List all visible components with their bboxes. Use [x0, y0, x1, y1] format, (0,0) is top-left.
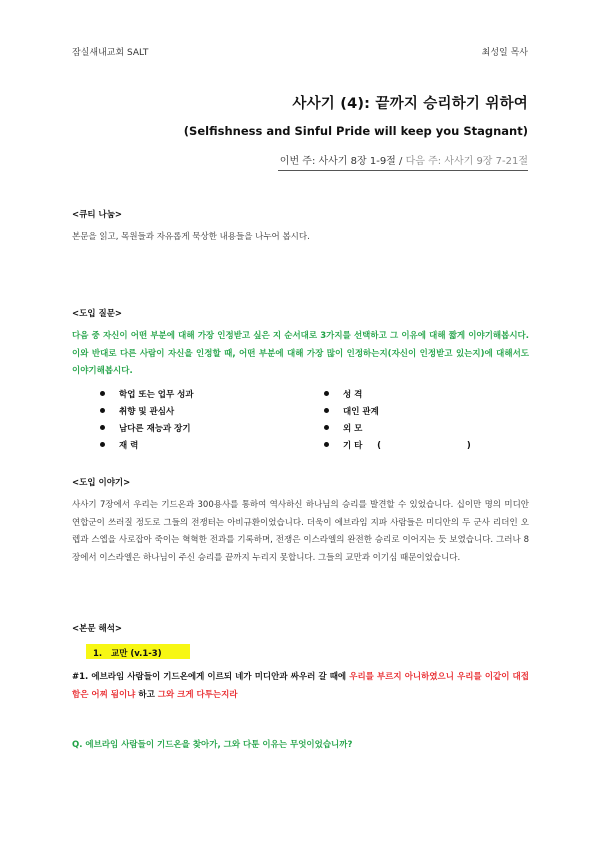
option-item	[324, 422, 471, 439]
option-label: 대인 관계	[343, 407, 379, 417]
point-title: 1. 교만 (v.1-3)	[93, 649, 162, 659]
next-week-passage: 다음 주: 사사기 9장 7-21절	[405, 156, 528, 167]
option-label: 취향 및 관심사	[119, 407, 175, 417]
bullet-icon	[100, 425, 105, 430]
bullet-icon	[100, 408, 105, 413]
option-item	[100, 422, 194, 439]
verse-text: 하고	[135, 690, 158, 700]
bullet-icon	[324, 391, 329, 396]
verse-highlight: 그와 크게 다투는지라	[157, 690, 238, 700]
intro-question-text: 다음 중 자신이 어떤 부분에 대해 가장 인정받고 싶은 지 순서대로 3가지를 선택하고 그 이유에 대해 짧게 이야기해봅시다. 이와 반대로 다른 사람이 자신을 인정할 때, 어떤 부분에 대해 가장 많이 인정하는지(자신이 인정받고 있는지)에 대해서도 이야기해봅시다.	[72, 331, 529, 376]
schedule-separator: /	[395, 156, 406, 167]
scripture-verse	[72, 668, 529, 704]
verse-text: #1. 에브라임 사람들이 기드온에게 이르되 네가 미디안과 싸우러 갈 때에	[72, 672, 350, 682]
scripture-schedule	[280, 152, 528, 167]
bullet-icon	[100, 442, 105, 447]
options-left-list	[100, 388, 194, 456]
option-label: 성 격	[343, 390, 363, 400]
option-label: 기 타 ( )	[343, 441, 471, 451]
page-title: 사사기 (4): 끝까지 승리하기 위하여	[292, 96, 528, 112]
title-divider	[278, 170, 528, 171]
option-item	[100, 405, 194, 422]
qt-heading: <큐티 나눔>	[72, 210, 123, 220]
page-subtitle: (Selfishness and Sinful Pride will keep you Stagnant)	[183, 124, 528, 138]
option-item	[324, 439, 471, 456]
options-right-list	[324, 388, 471, 456]
exposition-heading: <본문 해석>	[72, 624, 123, 634]
header-pastor-name: 최성일 목사	[481, 48, 528, 58]
bullet-icon	[324, 442, 329, 447]
this-week-passage: 이번 주: 사사기 8장 1-9절	[279, 156, 396, 167]
option-item	[100, 388, 194, 405]
header-church-name: 잠실새내교회 SALT	[72, 48, 149, 58]
option-item	[324, 388, 471, 405]
option-item	[324, 405, 471, 422]
verse-highlight: 우리를 부르지 아니하였으니 우리를 이같이 대접함은 어찌 됨이냐	[72, 672, 529, 700]
option-label: 외 모	[343, 424, 363, 434]
qt-text: 본문을 읽고, 목원들과 자유롭게 묵상한 내용들을 나누어 봅시다.	[72, 232, 310, 242]
bullet-icon	[324, 425, 329, 430]
option-label: 남다른 재능과 장기	[119, 424, 191, 434]
option-label: 학업 또는 업무 성과	[119, 390, 194, 400]
bullet-icon	[324, 408, 329, 413]
option-label: 재 력	[119, 441, 139, 451]
option-item	[100, 439, 194, 456]
intro-question-heading: <도입 질문>	[72, 309, 123, 319]
discussion-question: Q. 에브라임 사람들이 기드온을 찾아가, 그와 다툰 이유는 무엇이었습니까?	[72, 740, 353, 750]
intro-story-text: 사사기 7장에서 우리는 기드온과 300용사를 통하여 역사하신 하나님의 승리를 발견할 수 있었습니다. 십이만 명의 미디안 연합군이 쓰러질 정도로 그들의 전쟁터는 아비규환이었습니다. 더욱이 에브라임 지파 사람들은 미디안의 두 군사 리더인 오렙과 스엡을 사로잡아 죽이는 혁혁한 전과를 기록하며, 전쟁은 이스라엘의 완전한 승리로 이어지는 듯 보였습니다. 그러나 8장에서 이스라엘은 하나님이 주신 승리를 끝까지 누리지 못합니다. 그들의 교만과 이기심 때문이었습니다.	[72, 500, 529, 563]
intro-story-heading: <도입 이야기>	[72, 478, 131, 488]
bullet-icon	[100, 391, 105, 396]
